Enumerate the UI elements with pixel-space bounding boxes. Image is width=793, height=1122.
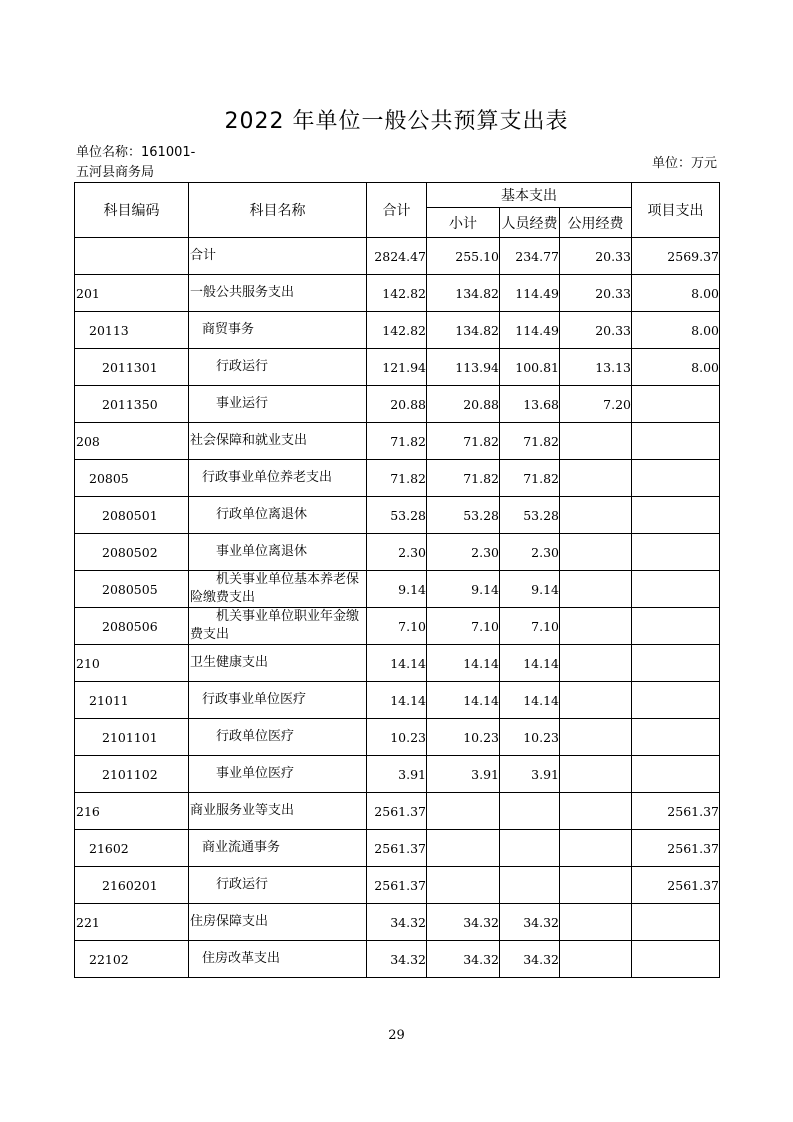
subtotal-cell: 34.32: [427, 904, 500, 941]
page-title: 2022 年单位一般公共预算支出表: [224, 109, 569, 134]
budget-table: [74, 182, 720, 978]
public-cell: [560, 682, 632, 719]
header-basic: 基本支出: [427, 183, 632, 208]
subtotal-cell: [427, 793, 500, 830]
code-cell: 221: [75, 904, 189, 941]
subtotal-cell: 255.10: [427, 238, 500, 275]
table-row: [75, 756, 720, 793]
header-subtotal: 小计: [427, 208, 500, 238]
project-cell: [632, 423, 720, 460]
total-cell: 3.91: [367, 756, 427, 793]
subtotal-cell: 71.82: [427, 423, 500, 460]
personnel-cell: 34.32: [500, 904, 560, 941]
project-cell: 2561.37: [632, 830, 720, 867]
public-cell: 7.20: [560, 386, 632, 423]
name-cell: 社会保障和就业支出: [189, 423, 367, 460]
total-cell: 14.14: [367, 682, 427, 719]
table-row: [75, 312, 720, 349]
name-cell: 商贸事务: [189, 312, 367, 349]
table-row: [75, 682, 720, 719]
code-cell: 2080505: [75, 571, 189, 608]
personnel-cell: 3.91: [500, 756, 560, 793]
subtotal-cell: 134.82: [427, 275, 500, 312]
personnel-cell: 114.49: [500, 275, 560, 312]
personnel-cell: 71.82: [500, 460, 560, 497]
personnel-cell: 9.14: [500, 571, 560, 608]
code-cell: 2101102: [75, 756, 189, 793]
subtotal-cell: 2.30: [427, 534, 500, 571]
code-cell: 2080502: [75, 534, 189, 571]
currency-unit: 单位：万元: [651, 156, 717, 171]
subtotal-cell: 20.88: [427, 386, 500, 423]
project-cell: [632, 386, 720, 423]
personnel-cell: 7.10: [500, 608, 560, 645]
total-cell: 34.32: [367, 941, 427, 978]
code-cell: 216: [75, 793, 189, 830]
public-cell: [560, 645, 632, 682]
project-cell: 8.00: [632, 275, 720, 312]
table-row: [75, 830, 720, 867]
code-cell: 2080501: [75, 497, 189, 534]
table-row: [75, 238, 720, 275]
table-body: [75, 238, 720, 978]
subtotal-cell: 53.28: [427, 497, 500, 534]
project-cell: [632, 645, 720, 682]
public-cell: [560, 867, 632, 904]
code-cell: [75, 238, 189, 275]
subtotal-cell: 14.14: [427, 682, 500, 719]
total-cell: 142.82: [367, 275, 427, 312]
public-cell: 20.33: [560, 238, 632, 275]
subtotal-cell: 3.91: [427, 756, 500, 793]
public-cell: [560, 460, 632, 497]
code-cell: 2011301: [75, 349, 189, 386]
code-cell: 2101101: [75, 719, 189, 756]
table-row: [75, 386, 720, 423]
header-code: 科目编码: [75, 183, 189, 238]
total-cell: 53.28: [367, 497, 427, 534]
header-public: 公用经费: [560, 208, 632, 238]
name-cell: 机关事业单位职业年金缴费支出: [189, 608, 367, 645]
project-cell: [632, 608, 720, 645]
project-cell: [632, 719, 720, 756]
public-cell: 13.13: [560, 349, 632, 386]
subtotal-cell: 14.14: [427, 645, 500, 682]
code-cell: 201: [75, 275, 189, 312]
project-cell: 8.00: [632, 349, 720, 386]
subtotal-cell: 71.82: [427, 460, 500, 497]
table-row: [75, 793, 720, 830]
table-row: [75, 460, 720, 497]
table-row: [75, 534, 720, 571]
personnel-cell: [500, 793, 560, 830]
total-cell: 2824.47: [367, 238, 427, 275]
header-personnel: 人员经费: [500, 208, 560, 238]
page-number: 29: [388, 1028, 405, 1043]
public-cell: [560, 608, 632, 645]
project-cell: 8.00: [632, 312, 720, 349]
table-row: [75, 423, 720, 460]
public-cell: [560, 571, 632, 608]
personnel-cell: 10.23: [500, 719, 560, 756]
public-cell: [560, 497, 632, 534]
project-cell: [632, 497, 720, 534]
project-cell: [632, 682, 720, 719]
name-cell: 商业服务业等支出: [189, 793, 367, 830]
table-row: [75, 867, 720, 904]
code-cell: 20113: [75, 312, 189, 349]
table-row: [75, 719, 720, 756]
public-cell: [560, 534, 632, 571]
name-cell: 行政单位医疗: [189, 719, 367, 756]
table-row: [75, 497, 720, 534]
total-cell: 20.88: [367, 386, 427, 423]
total-cell: 7.10: [367, 608, 427, 645]
name-cell: 事业单位医疗: [189, 756, 367, 793]
table-row: [75, 645, 720, 682]
total-cell: 71.82: [367, 460, 427, 497]
subtotal-cell: 7.10: [427, 608, 500, 645]
personnel-cell: 100.81: [500, 349, 560, 386]
name-cell: 事业单位离退休: [189, 534, 367, 571]
unit-name: [76, 143, 195, 183]
unit-name-line1: 单位名称：161001-: [76, 145, 196, 160]
name-cell: 行政运行: [189, 349, 367, 386]
subtotal-cell: 34.32: [427, 941, 500, 978]
personnel-cell: 14.14: [500, 645, 560, 682]
personnel-cell: 14.14: [500, 682, 560, 719]
subtotal-cell: [427, 867, 500, 904]
name-cell: 合计: [189, 238, 367, 275]
public-cell: 20.33: [560, 275, 632, 312]
header-project: 项目支出: [632, 183, 720, 238]
total-cell: 2561.37: [367, 793, 427, 830]
name-cell: 行政运行: [189, 867, 367, 904]
code-cell: 20805: [75, 460, 189, 497]
code-cell: 2080506: [75, 608, 189, 645]
personnel-cell: 2.30: [500, 534, 560, 571]
project-cell: [632, 460, 720, 497]
project-cell: [632, 904, 720, 941]
code-cell: 2011350: [75, 386, 189, 423]
name-cell: 一般公共服务支出: [189, 275, 367, 312]
personnel-cell: [500, 830, 560, 867]
table-row: [75, 608, 720, 645]
name-cell: 住房改革支出: [189, 941, 367, 978]
project-cell: [632, 571, 720, 608]
total-cell: 142.82: [367, 312, 427, 349]
public-cell: [560, 756, 632, 793]
subtotal-cell: 9.14: [427, 571, 500, 608]
code-cell: 208: [75, 423, 189, 460]
code-cell: 2160201: [75, 867, 189, 904]
code-cell: 21602: [75, 830, 189, 867]
header-total: 合计: [367, 183, 427, 238]
name-cell: 行政事业单位医疗: [189, 682, 367, 719]
table-row: [75, 275, 720, 312]
name-cell: 机关事业单位基本养老保险缴费支出: [189, 571, 367, 608]
total-cell: 2.30: [367, 534, 427, 571]
name-cell: 住房保障支出: [189, 904, 367, 941]
name-cell: 事业运行: [189, 386, 367, 423]
public-cell: [560, 719, 632, 756]
total-cell: 10.23: [367, 719, 427, 756]
table-row: [75, 941, 720, 978]
personnel-cell: 71.82: [500, 423, 560, 460]
table-row: [75, 349, 720, 386]
total-cell: 2561.37: [367, 830, 427, 867]
personnel-cell: [500, 867, 560, 904]
public-cell: [560, 941, 632, 978]
public-cell: [560, 830, 632, 867]
table-row: [75, 904, 720, 941]
code-cell: 21011: [75, 682, 189, 719]
subtotal-cell: 10.23: [427, 719, 500, 756]
public-cell: [560, 904, 632, 941]
project-cell: 2561.37: [632, 793, 720, 830]
subtotal-cell: 134.82: [427, 312, 500, 349]
personnel-cell: 13.68: [500, 386, 560, 423]
project-cell: [632, 534, 720, 571]
subtotal-cell: 113.94: [427, 349, 500, 386]
project-cell: [632, 756, 720, 793]
project-cell: 2561.37: [632, 867, 720, 904]
personnel-cell: 34.32: [500, 941, 560, 978]
project-cell: [632, 941, 720, 978]
total-cell: 71.82: [367, 423, 427, 460]
subtotal-cell: [427, 830, 500, 867]
table-row: [75, 571, 720, 608]
total-cell: 34.32: [367, 904, 427, 941]
name-cell: 卫生健康支出: [189, 645, 367, 682]
name-cell: 行政事业单位养老支出: [189, 460, 367, 497]
personnel-cell: 234.77: [500, 238, 560, 275]
public-cell: [560, 423, 632, 460]
total-cell: 14.14: [367, 645, 427, 682]
code-cell: 210: [75, 645, 189, 682]
name-cell: 商业流通事务: [189, 830, 367, 867]
personnel-cell: 53.28: [500, 497, 560, 534]
name-cell: 行政单位离退休: [189, 497, 367, 534]
public-cell: 20.33: [560, 312, 632, 349]
personnel-cell: 114.49: [500, 312, 560, 349]
code-cell: 22102: [75, 941, 189, 978]
unit-name-line2: 五河县商务局: [76, 165, 155, 180]
header-name: 科目名称: [189, 183, 367, 238]
project-cell: 2569.37: [632, 238, 720, 275]
total-cell: 9.14: [367, 571, 427, 608]
total-cell: 2561.37: [367, 867, 427, 904]
public-cell: [560, 793, 632, 830]
total-cell: 121.94: [367, 349, 427, 386]
